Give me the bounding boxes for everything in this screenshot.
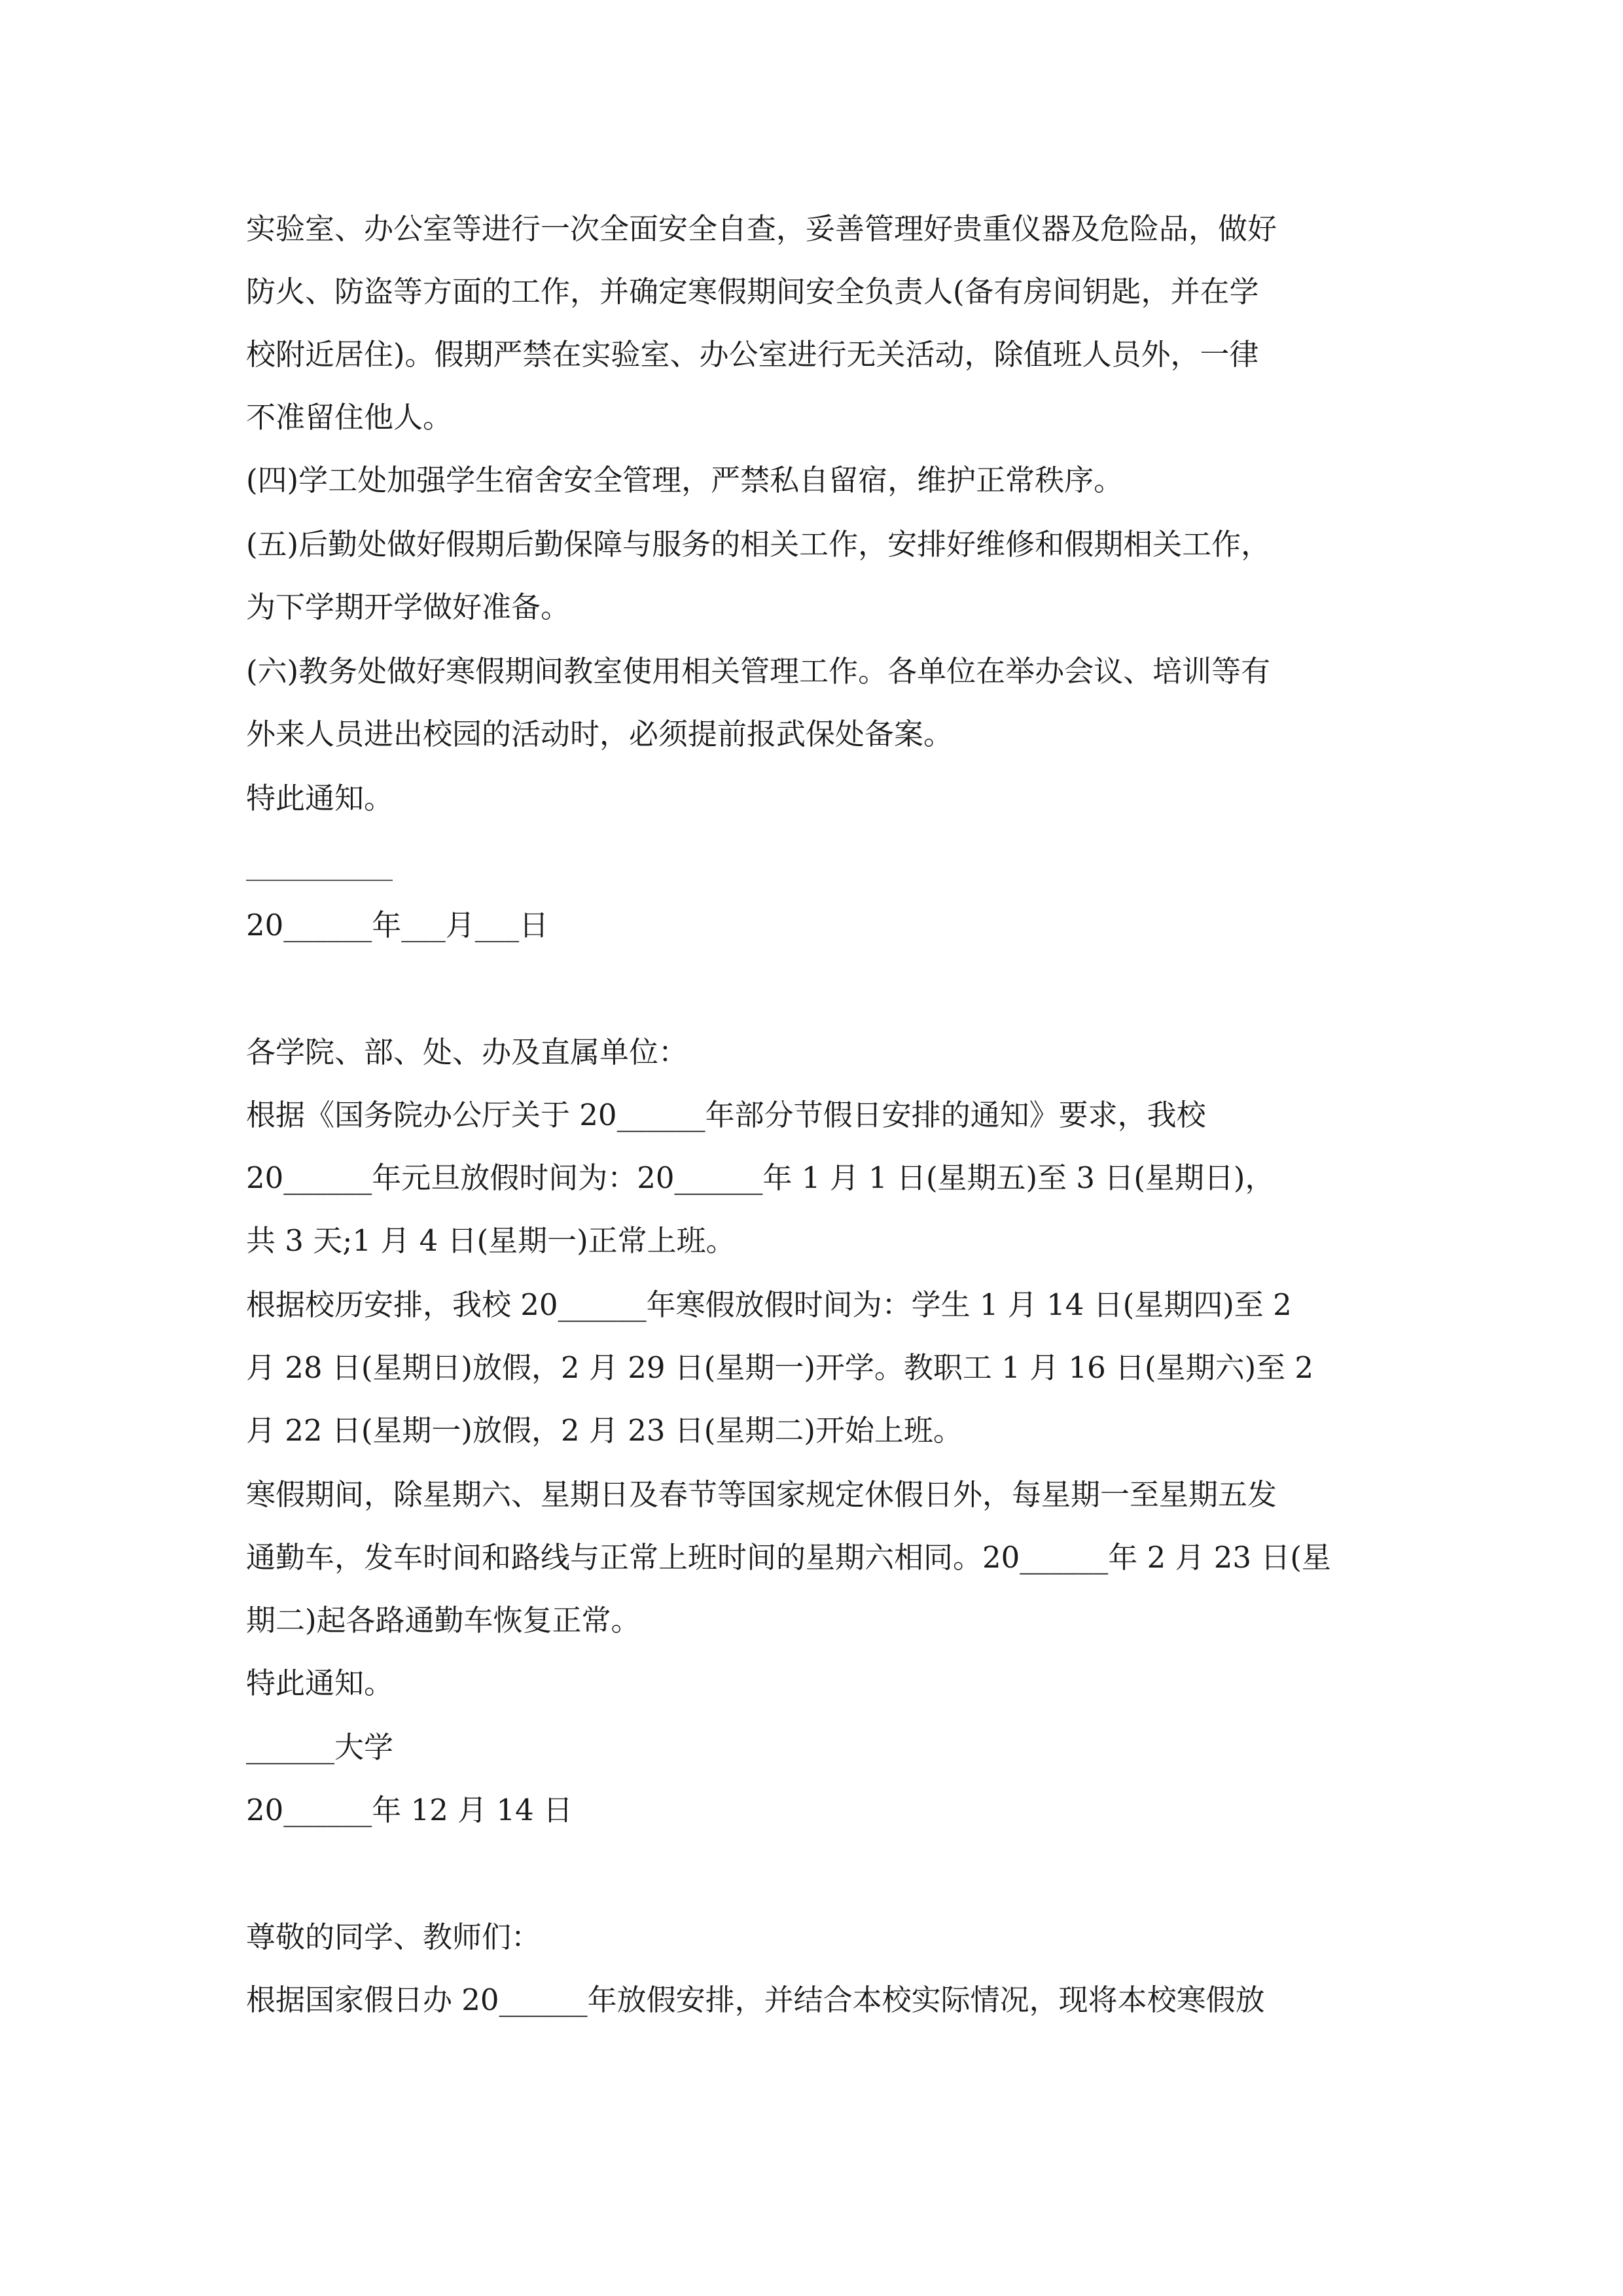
text-line: 20______年元旦放假时间为：20______年 1 月 1 日(星期五)至 3 日(星期日)， xyxy=(246,1160,1275,1195)
date-line: 20______年___月___日 xyxy=(246,908,549,942)
text-line: 期二)起各路通勤车恢复正常。 xyxy=(246,1603,641,1638)
closing-note: 特此通知。 xyxy=(246,1666,394,1700)
text-line: 为下学期开学做好准备。 xyxy=(246,590,571,624)
text-line: 实验室、办公室等进行一次全面安全自查，妥善管理好贵重仪器及危险品，做好 xyxy=(246,211,1277,246)
text-line: 外来人员进出校园的活动时，必须提前报武保处备案。 xyxy=(246,717,954,751)
text-line: 根据校历安排，我校 20______年寒假放假时间为：学生 1 月 14 日(星期四)至 2 xyxy=(246,1287,1292,1322)
signature-line xyxy=(246,880,393,881)
text-line: 通勤车，发车时间和路线与正常上班时间的星期六相同。20______年 2 月 23 日(星 xyxy=(246,1540,1331,1575)
text-line: 月 28 日(星期日)放假，2 月 29 日(星期一)开学。教职工 1 月 16 日(星期六)至 2 xyxy=(246,1350,1314,1385)
salutation: 尊敬的同学、教师们： xyxy=(246,1920,541,1954)
text-line: 防火、防盗等方面的工作，并确定寒假期间安全负责人(备有房间钥匙，并在学 xyxy=(246,274,1259,309)
text-line: (四)学工处加强学生宿舍安全管理，严禁私自留宿，维护正常秩序。 xyxy=(246,463,1124,497)
text-line: (六)教务处做好寒假期间教室使用相关管理工作。各单位在举办会议、培训等有 xyxy=(246,654,1271,689)
text-line: (五)后勤处做好假期后勤保障与服务的相关工作，安排好维修和假期相关工作， xyxy=(246,527,1271,562)
text-line: 共 3 天;1 月 4 日(星期一)正常上班。 xyxy=(246,1223,736,1258)
text-line: 根据《国务院办公厅关于 20______年部分节假日安排的通知》要求，我校 xyxy=(246,1098,1206,1132)
text-line: 寒假期间，除星期六、星期日及春节等国家规定休假日外，每星期一至星期五发 xyxy=(246,1477,1277,1512)
text-line: 根据国家假日办 20______年放假安排，并结合本校实际情况，现将本校寒假放 xyxy=(246,1982,1265,2017)
text-line: 月 22 日(星期一)放假，2 月 23 日(星期二)开始上班。 xyxy=(246,1413,963,1448)
closing-note: 特此通知。 xyxy=(246,781,394,816)
salutation: 各学院、部、处、办及直属单位： xyxy=(246,1035,688,1069)
text-line: 校附近居住)。假期严禁在实验室、办公室进行无关活动，除值班人员外，一律 xyxy=(246,337,1259,372)
text-line: 不准留住他人。 xyxy=(246,400,453,435)
signature-organization: ______大学 xyxy=(246,1730,394,1765)
date-line: 20______年 12 月 14 日 xyxy=(246,1793,573,1827)
